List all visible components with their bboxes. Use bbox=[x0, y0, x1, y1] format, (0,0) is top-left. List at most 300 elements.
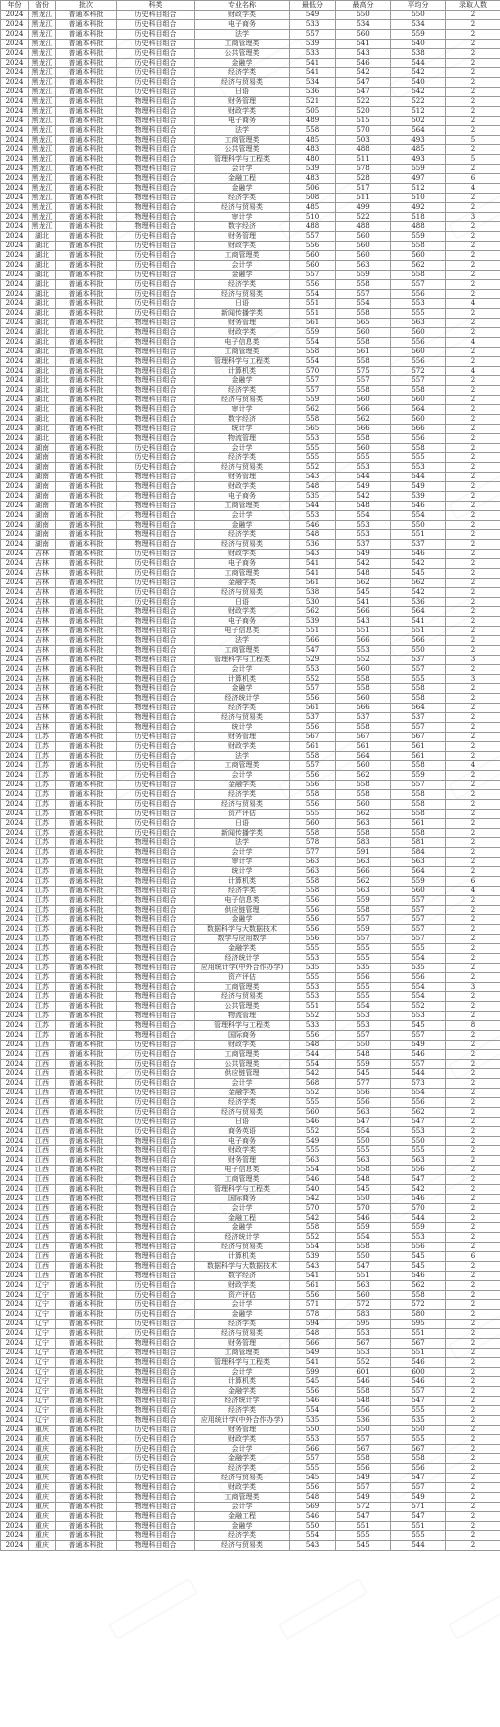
major-name-cell: 会计学 bbox=[195, 443, 290, 453]
batch-cell: 普通本科批 bbox=[56, 87, 117, 97]
subject-group-cell: 历史科目组合 bbox=[117, 232, 195, 242]
major-name-cell: 经济学类 bbox=[195, 280, 290, 290]
min-score-cell: 529 bbox=[290, 655, 336, 665]
year-cell: 2024 bbox=[1, 203, 29, 213]
batch-cell: 普通本科批 bbox=[56, 520, 117, 530]
subject-group-cell: 物理科目组合 bbox=[117, 838, 195, 848]
admitted-count-cell: 2 bbox=[446, 270, 500, 280]
avg-score-cell: 535 bbox=[391, 1415, 446, 1425]
year-cell: 2024 bbox=[1, 87, 29, 97]
admitted-count-cell: 2 bbox=[446, 1444, 500, 1454]
avg-score-cell: 549 bbox=[391, 1492, 446, 1502]
batch-cell: 普通本科批 bbox=[56, 665, 117, 675]
major-name-cell: 计算机类 bbox=[195, 366, 290, 376]
province-cell: 黑龙江 bbox=[29, 29, 56, 39]
table-row bbox=[1, 68, 500, 78]
admitted-count-cell: 2 bbox=[446, 722, 500, 732]
province-cell: 重庆 bbox=[29, 1464, 56, 1474]
avg-score-cell: 493 bbox=[391, 135, 446, 145]
year-cell: 2024 bbox=[1, 1319, 29, 1329]
major-name-cell: 金融学类 bbox=[195, 1454, 290, 1464]
avg-score-cell: 557 bbox=[391, 1059, 446, 1069]
table-row bbox=[1, 1059, 500, 1069]
province-cell: 湖北 bbox=[29, 251, 56, 261]
batch-cell: 普通本科批 bbox=[56, 540, 117, 550]
max-score-cell: 552 bbox=[336, 1358, 391, 1368]
min-score-cell: 578 bbox=[290, 1310, 336, 1320]
batch-cell: 普通本科批 bbox=[56, 1512, 117, 1522]
avg-score-cell: 559 bbox=[391, 29, 446, 39]
batch-cell: 普通本科批 bbox=[56, 212, 117, 222]
major-name-cell: 资产评估 bbox=[195, 973, 290, 983]
max-score-cell: 557 bbox=[336, 1030, 391, 1040]
avg-score-cell: 564 bbox=[391, 405, 446, 415]
province-cell: 黑龙江 bbox=[29, 87, 56, 97]
subject-group-cell: 物理科目组合 bbox=[117, 1261, 195, 1271]
province-cell: 江西 bbox=[29, 1194, 56, 1204]
batch-cell: 普通本科批 bbox=[56, 106, 117, 116]
major-name-cell: 经济与贸易类 bbox=[195, 289, 290, 299]
province-cell: 辽宁 bbox=[29, 1329, 56, 1339]
year-cell: 2024 bbox=[1, 1271, 29, 1281]
table-row bbox=[1, 992, 500, 1002]
max-score-cell: 548 bbox=[336, 1396, 391, 1406]
admitted-count-cell: 2 bbox=[446, 68, 500, 78]
table-row bbox=[1, 742, 500, 752]
major-name-cell: 财务管理 bbox=[195, 732, 290, 742]
subject-group-cell: 物理科目组合 bbox=[117, 145, 195, 155]
table-row bbox=[1, 203, 500, 213]
year-cell: 2024 bbox=[1, 1367, 29, 1377]
major-name-cell: 金融工程 bbox=[195, 1213, 290, 1223]
year-cell: 2024 bbox=[1, 97, 29, 107]
batch-cell: 普通本科批 bbox=[56, 761, 117, 771]
max-score-cell: 572 bbox=[336, 1300, 391, 1310]
table-row bbox=[1, 617, 500, 627]
subject-group-cell: 历史科目组合 bbox=[117, 20, 195, 30]
table-row bbox=[1, 289, 500, 299]
avg-score-cell: 558 bbox=[391, 270, 446, 280]
max-score-cell: 547 bbox=[336, 1261, 391, 1271]
major-name-cell: 工商管理类 bbox=[195, 568, 290, 578]
province-cell: 吉林 bbox=[29, 684, 56, 694]
table-row bbox=[1, 549, 500, 559]
max-score-cell: 560 bbox=[336, 241, 391, 251]
table-row bbox=[1, 761, 500, 771]
province-cell: 江苏 bbox=[29, 992, 56, 1002]
province-cell: 吉林 bbox=[29, 665, 56, 675]
admitted-count-cell: 2 bbox=[446, 241, 500, 251]
min-score-cell: 541 bbox=[290, 568, 336, 578]
subject-group-cell: 物理科目组合 bbox=[117, 1271, 195, 1281]
table-row bbox=[1, 58, 500, 68]
subject-group-cell: 物理科目组合 bbox=[117, 1358, 195, 1368]
year-cell: 2024 bbox=[1, 665, 29, 675]
major-name-cell: 数据科学与大数据技术 bbox=[195, 925, 290, 935]
batch-cell: 普通本科批 bbox=[56, 636, 117, 646]
batch-cell: 普通本科批 bbox=[56, 1204, 117, 1214]
subject-group-cell: 历史科目组合 bbox=[117, 751, 195, 761]
province-cell: 湖南 bbox=[29, 482, 56, 492]
province-cell: 辽宁 bbox=[29, 1300, 56, 1310]
table-row bbox=[1, 414, 500, 424]
avg-score-cell: 557 bbox=[391, 1483, 446, 1493]
province-cell: 江苏 bbox=[29, 761, 56, 771]
batch-cell: 普通本科批 bbox=[56, 309, 117, 319]
column-header: 批次 bbox=[56, 1, 117, 11]
avg-score-cell: 564 bbox=[391, 703, 446, 713]
min-score-cell: 553 bbox=[290, 511, 336, 521]
table-row bbox=[1, 1396, 500, 1406]
admitted-count-cell: 2 bbox=[446, 1030, 500, 1040]
year-cell: 2024 bbox=[1, 1300, 29, 1310]
province-cell: 吉林 bbox=[29, 655, 56, 665]
max-score-cell: 560 bbox=[336, 232, 391, 242]
avg-score-cell: 557 bbox=[391, 915, 446, 925]
province-cell: 湖北 bbox=[29, 270, 56, 280]
table-row bbox=[1, 1146, 500, 1156]
table-row bbox=[1, 703, 500, 713]
avg-score-cell: 546 bbox=[391, 501, 446, 511]
max-score-cell: 560 bbox=[336, 395, 391, 405]
year-cell: 2024 bbox=[1, 1329, 29, 1339]
subject-group-cell: 历史科目组合 bbox=[117, 828, 195, 838]
table-row bbox=[1, 482, 500, 492]
batch-cell: 普通本科批 bbox=[56, 1387, 117, 1397]
batch-cell: 普通本科批 bbox=[56, 1464, 117, 1474]
admitted-count-cell: 2 bbox=[446, 905, 500, 915]
table-row bbox=[1, 1444, 500, 1454]
min-score-cell: 560 bbox=[290, 251, 336, 261]
subject-group-cell: 历史科目组合 bbox=[117, 771, 195, 781]
avg-score-cell: 558 bbox=[391, 790, 446, 800]
year-cell: 2024 bbox=[1, 876, 29, 886]
avg-score-cell: 542 bbox=[391, 1184, 446, 1194]
max-score-cell: 550 bbox=[336, 1194, 391, 1204]
subject-group-cell: 物理科目组合 bbox=[117, 636, 195, 646]
year-cell: 2024 bbox=[1, 1002, 29, 1012]
admitted-count-cell: 2 bbox=[446, 520, 500, 530]
major-name-cell: 电子信息类 bbox=[195, 896, 290, 906]
avg-score-cell: 557 bbox=[391, 665, 446, 675]
province-cell: 黑龙江 bbox=[29, 49, 56, 59]
major-name-cell: 财政学类 bbox=[195, 742, 290, 752]
year-cell: 2024 bbox=[1, 376, 29, 386]
admitted-count-cell: 2 bbox=[446, 280, 500, 290]
admitted-count-cell: 2 bbox=[446, 1184, 500, 1194]
year-cell: 2024 bbox=[1, 549, 29, 559]
subject-group-cell: 物理科目组合 bbox=[117, 434, 195, 444]
major-name-cell: 经济学类 bbox=[195, 1531, 290, 1541]
admitted-count-cell: 2 bbox=[446, 1261, 500, 1271]
batch-cell: 普通本科批 bbox=[56, 1531, 117, 1541]
province-cell: 江苏 bbox=[29, 982, 56, 992]
max-score-cell: 553 bbox=[336, 1348, 391, 1358]
subject-group-cell: 历史科目组合 bbox=[117, 289, 195, 299]
max-score-cell: 549 bbox=[336, 1473, 391, 1483]
min-score-cell: 485 bbox=[290, 135, 336, 145]
avg-score-cell: 567 bbox=[391, 732, 446, 742]
min-score-cell: 555 bbox=[290, 973, 336, 983]
province-cell: 吉林 bbox=[29, 607, 56, 617]
subject-group-cell: 物理科目组合 bbox=[117, 328, 195, 338]
table-row bbox=[1, 1290, 500, 1300]
table-row bbox=[1, 1464, 500, 1474]
major-name-cell: 经济与贸易类 bbox=[195, 992, 290, 1002]
table-row bbox=[1, 982, 500, 992]
avg-score-cell: 558 bbox=[391, 809, 446, 819]
min-score-cell: 543 bbox=[290, 472, 336, 482]
admitted-count-cell: 2 bbox=[446, 10, 500, 20]
avg-score-cell: 554 bbox=[391, 982, 446, 992]
table-row bbox=[1, 1261, 500, 1271]
avg-score-cell: 559 bbox=[391, 232, 446, 242]
avg-score-cell: 545 bbox=[391, 1252, 446, 1262]
batch-cell: 普通本科批 bbox=[56, 1011, 117, 1021]
province-cell: 黑龙江 bbox=[29, 155, 56, 165]
min-score-cell: 555 bbox=[290, 944, 336, 954]
major-name-cell: 工商管理类 bbox=[195, 39, 290, 49]
subject-group-cell: 物理科目组合 bbox=[117, 1483, 195, 1493]
max-score-cell: 562 bbox=[336, 771, 391, 781]
max-score-cell: 562 bbox=[336, 876, 391, 886]
max-score-cell: 563 bbox=[336, 857, 391, 867]
year-cell: 2024 bbox=[1, 10, 29, 20]
province-cell: 辽宁 bbox=[29, 1406, 56, 1416]
admitted-count-cell: 2 bbox=[446, 1117, 500, 1127]
province-cell: 吉林 bbox=[29, 578, 56, 588]
subject-group-cell: 历史科目组合 bbox=[117, 78, 195, 88]
province-cell: 江苏 bbox=[29, 1002, 56, 1012]
avg-score-cell: 537 bbox=[391, 540, 446, 550]
admitted-count-cell: 2 bbox=[446, 588, 500, 598]
major-name-cell: 计算机类 bbox=[195, 876, 290, 886]
year-cell: 2024 bbox=[1, 857, 29, 867]
max-score-cell: 550 bbox=[336, 1136, 391, 1146]
table-row bbox=[1, 318, 500, 328]
table-row bbox=[1, 1271, 500, 1281]
max-score-cell: 567 bbox=[336, 1338, 391, 1348]
table-row bbox=[1, 684, 500, 694]
subject-group-cell: 物理科目组合 bbox=[117, 318, 195, 328]
major-name-cell: 金融工程 bbox=[195, 1512, 290, 1522]
avg-score-cell: 502 bbox=[391, 116, 446, 126]
province-cell: 江西 bbox=[29, 1271, 56, 1281]
subject-group-cell: 历史科目组合 bbox=[117, 1319, 195, 1329]
year-cell: 2024 bbox=[1, 29, 29, 39]
table-row bbox=[1, 97, 500, 107]
max-score-cell: 549 bbox=[336, 482, 391, 492]
province-cell: 湖北 bbox=[29, 414, 56, 424]
major-name-cell: 经济统计学 bbox=[195, 953, 290, 963]
max-score-cell: 543 bbox=[336, 617, 391, 627]
admitted-count-cell: 2 bbox=[446, 405, 500, 415]
min-score-cell: 569 bbox=[290, 1502, 336, 1512]
batch-cell: 普通本科批 bbox=[56, 405, 117, 415]
admitted-count-cell: 2 bbox=[446, 434, 500, 444]
subject-group-cell: 物理科目组合 bbox=[117, 491, 195, 501]
province-cell: 江苏 bbox=[29, 828, 56, 838]
major-name-cell: 计算机类 bbox=[195, 674, 290, 684]
province-cell: 黑龙江 bbox=[29, 10, 56, 20]
subject-group-cell: 物理科目组合 bbox=[117, 655, 195, 665]
province-cell: 江苏 bbox=[29, 771, 56, 781]
subject-group-cell: 物理科目组合 bbox=[117, 424, 195, 434]
min-score-cell: 561 bbox=[290, 1281, 336, 1291]
batch-cell: 普通本科批 bbox=[56, 1107, 117, 1117]
major-name-cell: 金融学类 bbox=[195, 578, 290, 588]
major-name-cell: 物流管理 bbox=[195, 1011, 290, 1021]
year-cell: 2024 bbox=[1, 472, 29, 482]
table-row bbox=[1, 1252, 500, 1262]
admitted-count-cell: 2 bbox=[446, 39, 500, 49]
min-score-cell: 546 bbox=[290, 1512, 336, 1522]
major-name-cell: 财务管理 bbox=[195, 318, 290, 328]
year-cell: 2024 bbox=[1, 1512, 29, 1522]
province-cell: 重庆 bbox=[29, 1473, 56, 1483]
batch-cell: 普通本科批 bbox=[56, 607, 117, 617]
batch-cell: 普通本科批 bbox=[56, 857, 117, 867]
province-cell: 黑龙江 bbox=[29, 97, 56, 107]
major-name-cell: 财务管理 bbox=[195, 1425, 290, 1435]
min-score-cell: 543 bbox=[290, 1541, 336, 1551]
max-score-cell: 515 bbox=[336, 116, 391, 126]
min-score-cell: 536 bbox=[290, 540, 336, 550]
major-name-cell: 金融学 bbox=[195, 1310, 290, 1320]
min-score-cell: 553 bbox=[290, 992, 336, 1002]
avg-score-cell: 557 bbox=[391, 905, 446, 915]
subject-group-cell: 物理科目组合 bbox=[117, 482, 195, 492]
province-cell: 江苏 bbox=[29, 799, 56, 809]
province-cell: 江西 bbox=[29, 1233, 56, 1243]
major-name-cell: 会计学 bbox=[195, 1444, 290, 1454]
province-cell: 辽宁 bbox=[29, 1281, 56, 1291]
major-name-cell: 经济学类 bbox=[195, 1406, 290, 1416]
province-cell: 吉林 bbox=[29, 617, 56, 627]
table-row bbox=[1, 588, 500, 598]
admitted-count-cell: 2 bbox=[446, 463, 500, 473]
admitted-count-cell: 2 bbox=[446, 347, 500, 357]
major-name-cell: 经济与贸易类 bbox=[195, 799, 290, 809]
max-score-cell: 578 bbox=[336, 164, 391, 174]
avg-score-cell: 551 bbox=[391, 530, 446, 540]
max-score-cell: 548 bbox=[336, 568, 391, 578]
avg-score-cell: 567 bbox=[391, 1444, 446, 1454]
max-score-cell: 555 bbox=[336, 982, 391, 992]
avg-score-cell: 563 bbox=[391, 857, 446, 867]
admitted-count-cell: 2 bbox=[446, 549, 500, 559]
subject-group-cell: 物理科目组合 bbox=[117, 174, 195, 184]
province-cell: 辽宁 bbox=[29, 1348, 56, 1358]
year-cell: 2024 bbox=[1, 1252, 29, 1262]
admitted-count-cell: 4 bbox=[446, 337, 500, 347]
max-score-cell: 564 bbox=[336, 751, 391, 761]
subject-group-cell: 物理科目组合 bbox=[117, 183, 195, 193]
avg-score-cell: 555 bbox=[391, 1531, 446, 1541]
batch-cell: 普通本科批 bbox=[56, 1184, 117, 1194]
year-cell: 2024 bbox=[1, 597, 29, 607]
min-score-cell: 559 bbox=[290, 328, 336, 338]
max-score-cell: 547 bbox=[336, 1117, 391, 1127]
year-cell: 2024 bbox=[1, 982, 29, 992]
admitted-count-cell: 2 bbox=[446, 424, 500, 434]
min-score-cell: 557 bbox=[290, 761, 336, 771]
subject-group-cell: 历史科目组合 bbox=[117, 1290, 195, 1300]
subject-group-cell: 历史科目组合 bbox=[117, 1473, 195, 1483]
max-score-cell: 560 bbox=[336, 694, 391, 704]
province-cell: 辽宁 bbox=[29, 1396, 56, 1406]
avg-score-cell: 537 bbox=[391, 713, 446, 723]
max-score-cell: 552 bbox=[336, 655, 391, 665]
admitted-count-cell: 6 bbox=[446, 174, 500, 184]
major-name-cell: 电子信息类 bbox=[195, 1165, 290, 1175]
table-row bbox=[1, 376, 500, 386]
subject-group-cell: 物理科目组合 bbox=[117, 1338, 195, 1348]
max-score-cell: 563 bbox=[336, 1107, 391, 1117]
min-score-cell: 561 bbox=[290, 578, 336, 588]
min-score-cell: 545 bbox=[290, 1377, 336, 1387]
min-score-cell: 551 bbox=[290, 309, 336, 319]
major-name-cell: 经济学类 bbox=[195, 1464, 290, 1474]
admitted-count-cell: 2 bbox=[446, 1107, 500, 1117]
province-cell: 黑龙江 bbox=[29, 20, 56, 30]
avg-score-cell: 550 bbox=[391, 1136, 446, 1146]
table-row bbox=[1, 905, 500, 915]
max-score-cell: 522 bbox=[336, 212, 391, 222]
admitted-count-cell: 2 bbox=[446, 694, 500, 704]
min-score-cell: 544 bbox=[290, 501, 336, 511]
admitted-count-cell: 2 bbox=[446, 684, 500, 694]
batch-cell: 普通本科批 bbox=[56, 992, 117, 1002]
year-cell: 2024 bbox=[1, 1021, 29, 1031]
admitted-count-cell: 2 bbox=[446, 20, 500, 30]
avg-score-cell: 560 bbox=[391, 347, 446, 357]
subject-group-cell: 历史科目组合 bbox=[117, 1079, 195, 1089]
admitted-count-cell: 2 bbox=[446, 1281, 500, 1291]
batch-cell: 普通本科批 bbox=[56, 126, 117, 136]
province-cell: 湖南 bbox=[29, 501, 56, 511]
year-cell: 2024 bbox=[1, 1444, 29, 1454]
avg-score-cell: 554 bbox=[391, 953, 446, 963]
subject-group-cell: 物理科目组合 bbox=[117, 1165, 195, 1175]
max-score-cell: 566 bbox=[336, 424, 391, 434]
max-score-cell: 548 bbox=[336, 501, 391, 511]
table-row bbox=[1, 328, 500, 338]
max-score-cell: 551 bbox=[336, 1271, 391, 1281]
year-cell: 2024 bbox=[1, 1396, 29, 1406]
major-name-cell: 法学 bbox=[195, 636, 290, 646]
min-score-cell: 556 bbox=[290, 915, 336, 925]
major-name-cell: 财务管理 bbox=[195, 1156, 290, 1166]
table-row bbox=[1, 511, 500, 521]
subject-group-cell: 物理科目组合 bbox=[117, 347, 195, 357]
year-cell: 2024 bbox=[1, 193, 29, 203]
batch-cell: 普通本科批 bbox=[56, 289, 117, 299]
avg-score-cell: 542 bbox=[391, 87, 446, 97]
max-score-cell: 488 bbox=[336, 222, 391, 232]
batch-cell: 普通本科批 bbox=[56, 742, 117, 752]
year-cell: 2024 bbox=[1, 568, 29, 578]
province-cell: 江西 bbox=[29, 1059, 56, 1069]
province-cell: 江西 bbox=[29, 1136, 56, 1146]
subject-group-cell: 历史科目组合 bbox=[117, 1454, 195, 1464]
admitted-count-cell: 3 bbox=[446, 655, 500, 665]
batch-cell: 普通本科批 bbox=[56, 424, 117, 434]
province-cell: 江西 bbox=[29, 1175, 56, 1185]
province-cell: 重庆 bbox=[29, 1425, 56, 1435]
year-cell: 2024 bbox=[1, 973, 29, 983]
batch-cell: 普通本科批 bbox=[56, 1079, 117, 1089]
